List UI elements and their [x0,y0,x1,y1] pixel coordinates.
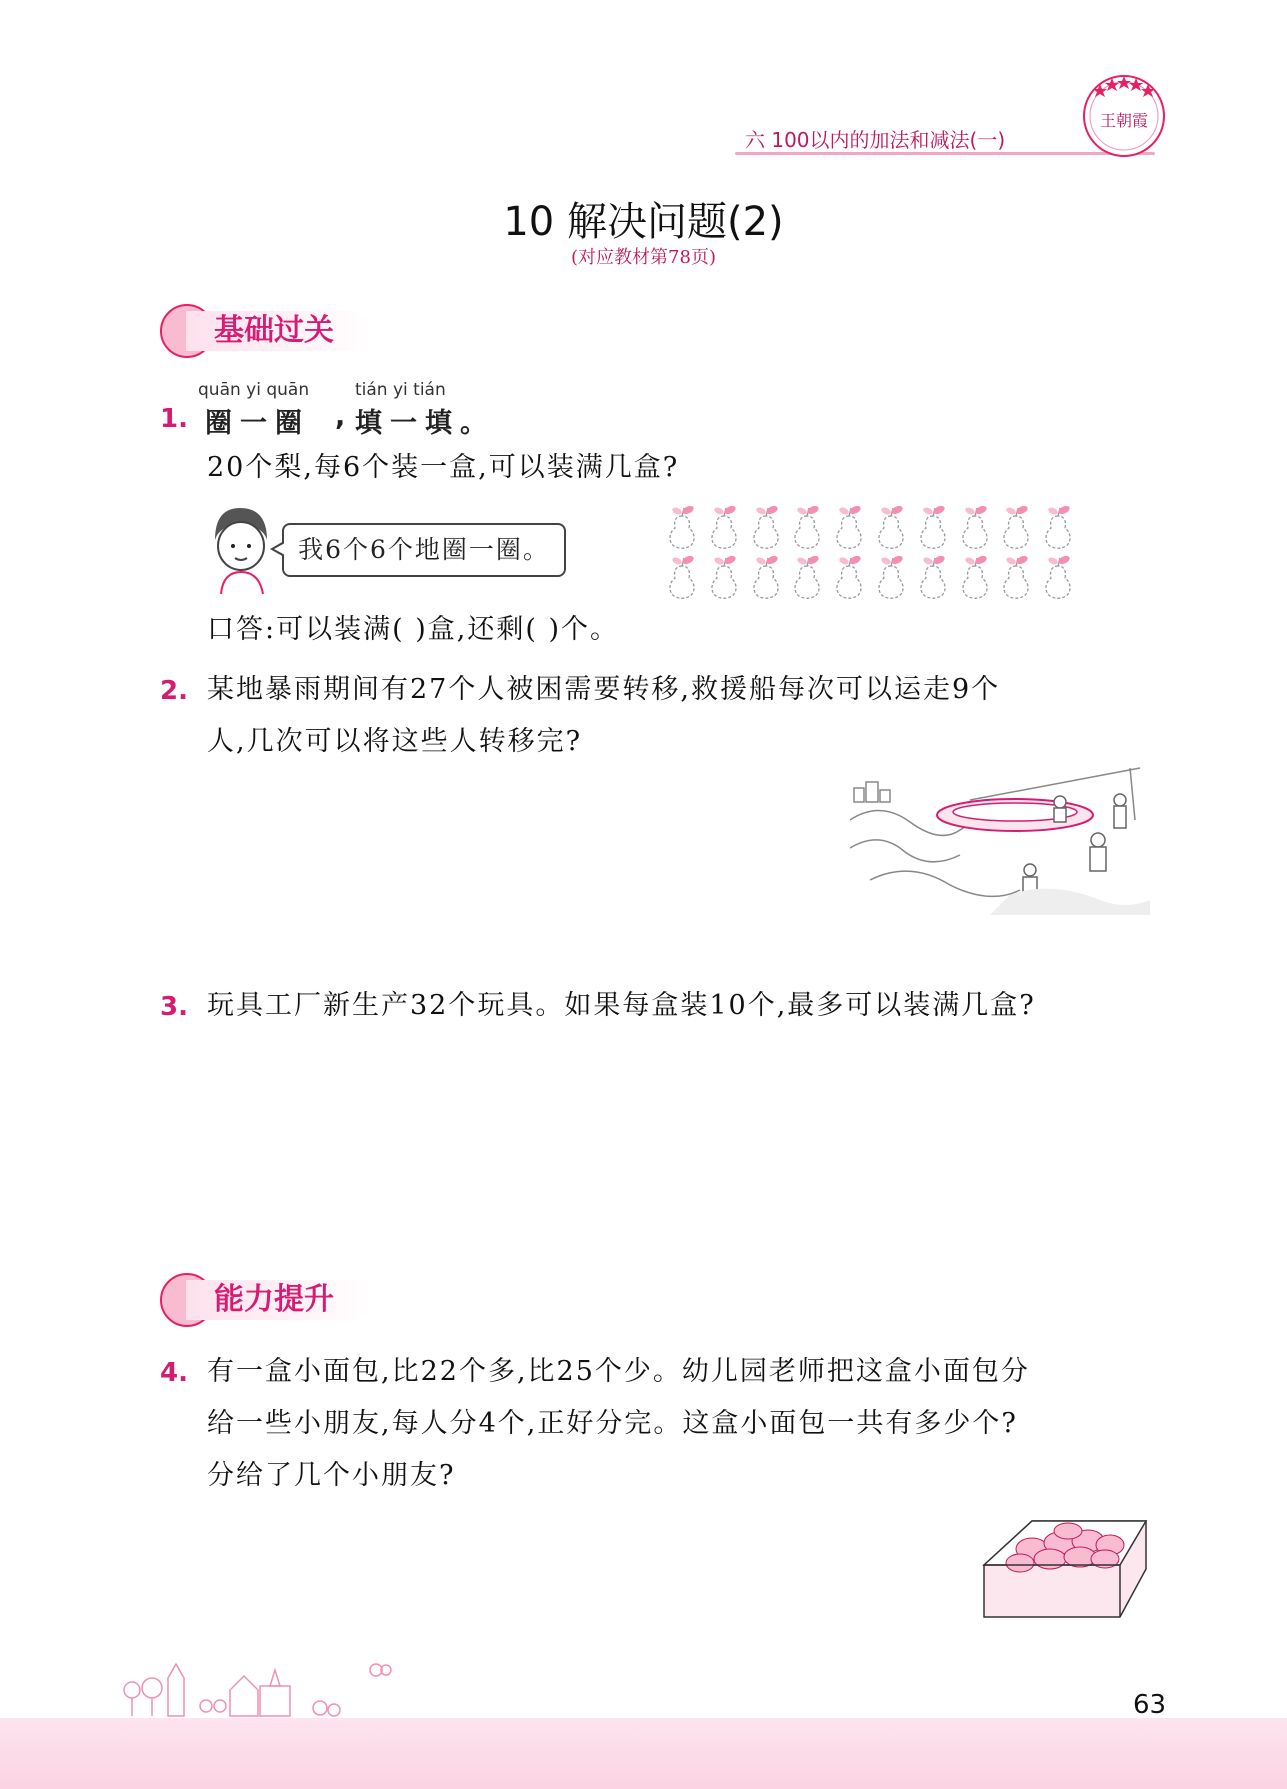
lesson-subtitle: (对应教材第78页) [571,247,716,268]
question-4-line1: 有一盒小面包,比22个多,比25个少。幼儿园老师把这盒小面包分 [207,1356,1030,1387]
question-2-line1: 某地暴雨期间有27个人被困需要转移,救援船每次可以运走9个 [207,674,1001,705]
question-1-heading-sep: , [335,401,354,432]
section-basic-label: 基础过关 [186,311,372,351]
pear-icon [662,502,704,552]
question-4-line3: 分给了几个小朋友? [207,1460,456,1491]
pear-icon [871,502,913,552]
pear-icon [955,502,997,552]
pear-icon [955,552,997,602]
pear-icon [787,552,829,602]
question-1-text: 20个梨,每6个装一盒,可以装满几盒? [207,452,680,483]
section-advanced-label: 能力提升 [186,1280,372,1320]
pear-icon [913,502,955,552]
pear-icon [996,552,1038,602]
pear-icon [913,552,955,602]
pears-grid [662,502,1080,602]
pear-icon [829,552,871,602]
chapter-title: 六 100以内的加法和减法(一) [745,128,1006,152]
logo-seal-icon [1078,70,1170,162]
bread-box-illustration-icon [980,1515,1150,1623]
section-basic-badge [160,308,410,354]
boy-illustration-icon [205,500,275,595]
question-1-answer: 口答:可以装满( )盒,还剩( )个。 [207,614,619,645]
pear-icon [829,502,871,552]
lesson-title: 10 解决问题(2) [503,199,784,245]
question-4-number: 4. [160,1358,188,1388]
question-4-line2: 给一些小朋友,每人分4个,正好分完。这盒小面包一共有多少个? [207,1408,1018,1439]
pear-icon [704,552,746,602]
pear-icon [746,552,788,602]
page-number: 63 [1133,1690,1167,1720]
svg-text:王朝霞: 王朝霞 [1099,111,1149,130]
question-3-number: 3. [160,992,188,1022]
rescue-boat-illustration-icon [850,760,1155,915]
footer-castle-decoration-icon [120,1650,420,1720]
footer-band [0,1718,1287,1789]
pear-icon [662,552,704,602]
pinyin-tian: tián yi tián [355,380,446,400]
speech-bubble: 我6个6个地圈一圈。 [282,523,566,577]
pear-icon [787,502,829,552]
section-advanced-badge [160,1277,410,1323]
question-1-heading-a: 圈一圈 [205,408,310,439]
pear-icon [1038,502,1080,552]
pinyin-quan: quān yi quān [198,380,310,400]
pear-icon [704,502,746,552]
question-1-heading-b: 填一填。 [355,408,495,439]
question-3-text: 玩具工厂新生产32个玩具。如果每盒装10个,最多可以装满几盒? [207,990,1036,1021]
question-2-number: 2. [160,676,188,706]
pear-icon [871,552,913,602]
pear-icon [996,502,1038,552]
pear-icon [1038,552,1080,602]
question-2-line2: 人,几次可以将这些人转移完? [207,726,583,757]
pear-icon [746,502,788,552]
question-1-number: 1. [160,404,188,434]
